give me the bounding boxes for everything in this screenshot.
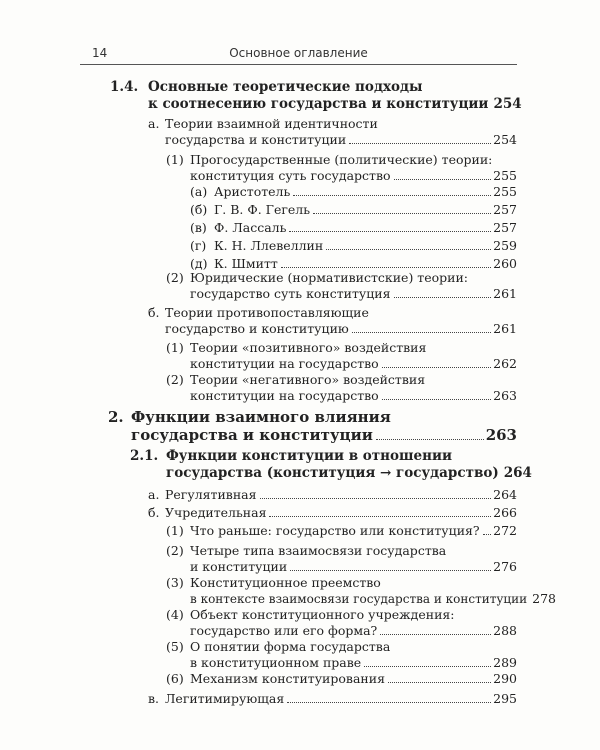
page-ref: 257 [493,220,517,235]
dot-leader [483,533,492,535]
entry-title-line2: государства и конституции [131,426,373,444]
page-ref: 264 [503,464,532,481]
page-ref: 257 [493,202,517,217]
entry-title: Г. В. Ф. Гегель [214,202,311,217]
dot-leader [293,194,491,196]
entry-title-line2: в контексте взаимосвязи государства и конституции [190,591,528,606]
entry-title-line2: государство и конституцию [165,320,349,336]
entry-title-line2: конституции на государство [190,355,379,371]
dot-leader [394,178,492,180]
toc-entry[interactable] [190,238,517,254]
entry-number: (г) [190,238,207,253]
entry-title: Что раньше: государство или конституция? [190,523,480,538]
entry-title-line2: государство суть конституция [190,285,391,301]
page-header [80,44,517,65]
page-ref: 261 [493,320,517,336]
entry-title-line1: Теории взаимной идентичности [165,116,378,131]
entry-number: (2) [166,372,184,387]
page-ref: 266 [493,505,517,520]
entry-title-line1: Теории противопоставляющие [165,305,369,320]
entry-number: б. [148,505,160,520]
entry-title-line1: Теории «позитивного» воздействия [190,340,427,355]
entry-number: 2. [108,408,124,426]
dot-leader [388,681,491,683]
dot-leader [382,398,491,400]
entry-number: а. [148,116,160,131]
toc-entry[interactable] [166,372,517,403]
entry-number: (4) [166,607,184,622]
page-ref: 295 [493,691,517,706]
toc-entry-chapter[interactable] [108,408,517,444]
dot-leader [290,569,491,571]
dot-leader [394,296,492,298]
entry-title: Ф. Лассаль [214,220,287,235]
toc-entry[interactable] [148,305,517,336]
entry-title-line2: государства и конституции [165,131,347,147]
entry-title: Регулятивная [165,487,257,502]
entry-title: Аристотель [214,184,291,199]
entry-title: Механизм конституирования [190,671,385,686]
running-title: Основное оглавление [229,46,368,60]
toc-entry[interactable] [148,691,517,707]
dot-leader [364,665,491,667]
entry-number: (2) [166,543,184,558]
page-ref: 260 [493,256,517,271]
entry-number: (д) [190,256,208,271]
page-ref: 259 [493,238,517,253]
entry-title-line1: Основные теоретические подходы [148,79,423,95]
toc-entry-section[interactable] [130,448,532,481]
entry-title: К. Н. Ллевеллин [214,238,324,253]
page-ref: 290 [493,671,517,686]
entry-number: (1) [166,340,184,355]
toc-entry[interactable] [166,607,517,638]
entry-title-line2: конституция суть государство [190,167,391,183]
toc-entry[interactable] [166,671,517,687]
toc-entry[interactable] [148,116,517,147]
entry-title: Учредительная [165,505,267,520]
entry-number: (в) [190,220,207,235]
entry-number: (а) [190,184,208,199]
entry-number: (б) [190,202,208,217]
entry-number: 2.1. [130,448,159,464]
toc-entry[interactable] [166,152,517,183]
entry-title-line2: в конституционном праве [190,654,362,670]
page-ref: 264 [493,487,517,502]
entry-title: Легитимирующая [165,691,285,706]
entry-title-line1: Юридические (нормативистские) теории: [190,270,469,285]
dot-leader [313,212,491,214]
entry-number: а. [148,487,160,502]
toc-entry[interactable] [166,543,517,574]
entry-number: (1) [166,152,184,167]
dot-leader [376,438,484,440]
dot-leader [260,497,492,499]
toc-entry[interactable] [148,505,517,521]
entry-title-line1: Функции взаимного влияния [131,408,391,426]
entry-title-line1: Объект конституционного учреждения: [190,607,455,622]
entry-number: б. [148,305,160,320]
dot-leader [287,701,491,703]
toc-entry[interactable] [148,487,517,503]
dot-leader [326,248,491,250]
dot-leader [269,515,491,517]
entry-number: (1) [166,523,184,538]
page-ref: 263 [493,387,517,403]
page-ref: 254 [493,95,522,112]
page-ref: 255 [493,184,517,199]
toc-entry[interactable] [190,184,517,200]
entry-title-line1: Четыре типа взаимосвязи государства [190,543,447,558]
toc-entry[interactable] [166,340,517,371]
entry-title-line1: Конституционное преемство [190,575,381,590]
entry-title-line2: к соотнесению государства и конституции [148,95,489,112]
page-number: 14 [92,46,108,60]
page-ref: 272 [493,523,517,538]
page-ref: 263 [485,426,517,444]
toc-entry[interactable] [166,639,517,670]
dot-leader [352,331,491,333]
entry-title-line1: Теории «негативного» воздействия [190,372,426,387]
dot-leader [382,366,491,368]
entry-title-line2: государство или его форма? [190,622,378,638]
toc-entry[interactable] [190,220,517,236]
entry-title-line1: О понятии форма государства [190,639,391,654]
dot-leader [289,230,491,232]
entry-number: (6) [166,671,184,686]
page-ref: 288 [493,622,517,638]
dot-leader [349,142,491,144]
entry-title: К. Шмитт [214,256,278,271]
toc-entry[interactable] [190,202,517,218]
page-ref: 278 [532,590,556,606]
page-ref: 289 [493,654,517,670]
entry-number: 1.4. [110,79,139,95]
entry-title-line1: Функции конституции в отношении [166,448,453,464]
dot-leader [281,266,491,268]
toc-entry[interactable] [166,575,556,607]
toc-entry[interactable] [166,270,517,301]
entry-number: (5) [166,639,184,654]
page-ref: 255 [493,167,517,183]
entry-number: (2) [166,270,184,285]
entry-number: (3) [166,575,184,590]
page-ref: 261 [493,285,517,301]
page-ref: 262 [493,355,517,371]
toc-entry[interactable] [166,523,517,539]
page-ref: 254 [493,131,517,147]
entry-title-line1: Прогосударственные (политические) теории: [190,152,493,167]
entry-title-line2: и конституции [190,558,288,574]
entry-number: в. [148,691,160,706]
entry-title-line2: конституции на государство [190,387,379,403]
toc-entry-section[interactable] [110,79,522,112]
page-ref: 276 [493,558,517,574]
dot-leader [380,633,491,635]
entry-title-line2: государства (конституция → государство) [166,464,499,481]
